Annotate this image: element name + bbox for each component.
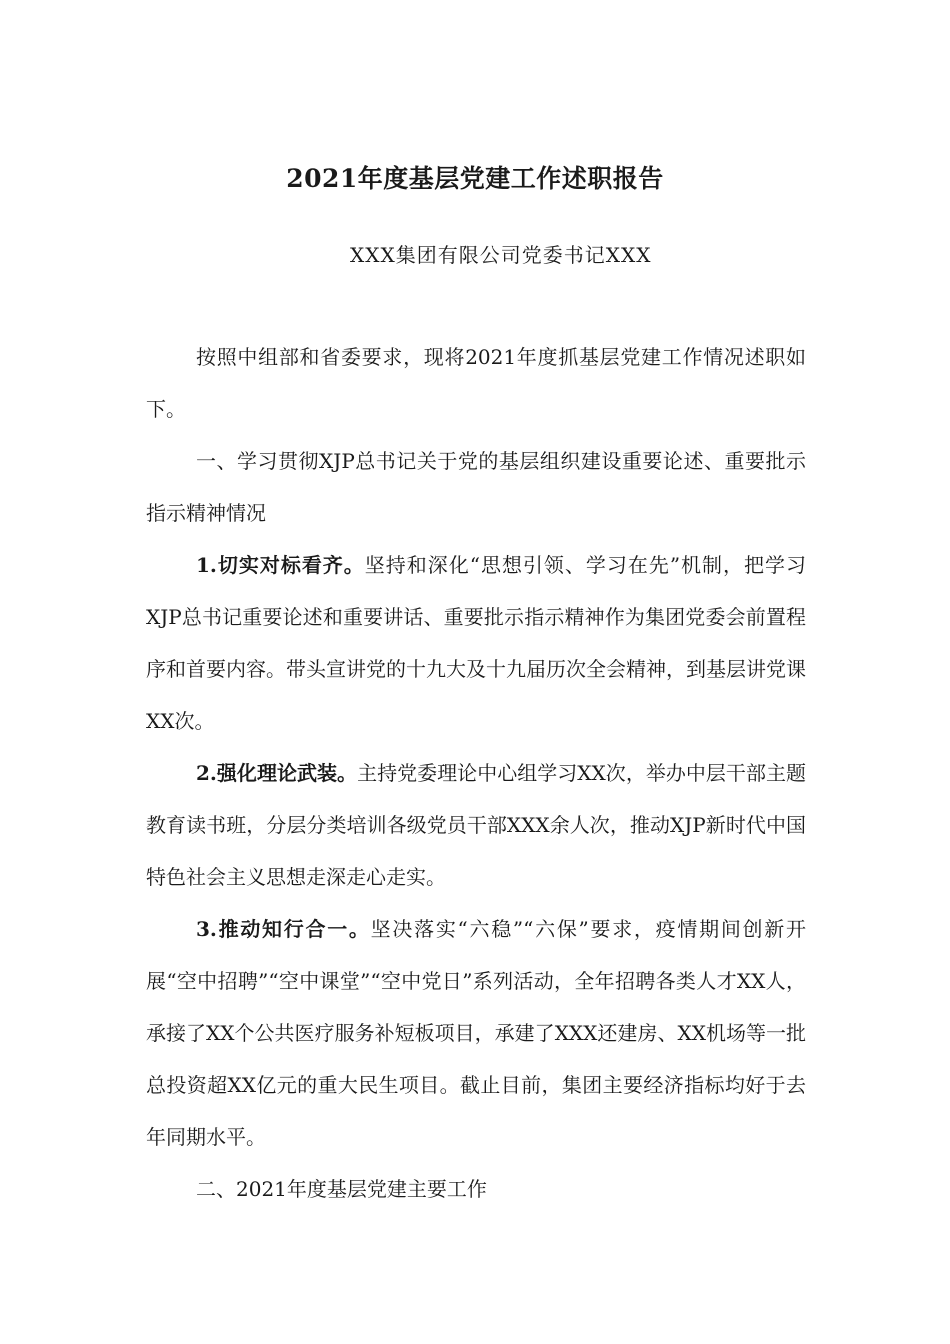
paragraph-intro	[146, 331, 806, 435]
paragraph-item-3	[146, 903, 806, 1163]
paragraph-text: 主持党委理论中心组学习XX次，举办中层干部主题教育读书班，分层分类培训各级党员干部XXX余人次，推动XJP新时代中国特色社会主义思想走深走心走实。	[146, 761, 806, 889]
paragraph-item-1	[146, 539, 806, 747]
paragraph-item-2	[146, 747, 806, 903]
document-subtitle: XXX集团有限公司党委书记XXX	[350, 243, 652, 267]
section-heading-2	[146, 1163, 806, 1215]
paragraph-text: 坚决落实“六稳”“六保”要求，疫情期间创新开展“空中招聘”“空中课堂”“空中党日”系列活动，全年招聘各类人才XX人，承接了XX个公共医疗服务补短板项目，承建了XXX还建房、XX机场等一批总投资超XX亿元的重大民生项目。截止目前，集团主要经济指标均好于去年同期水平。	[146, 917, 806, 1149]
paragraph-text: 坚持和深化“思想引领、学习在先”机制，把学习XJP总书记重要论述和重要讲话、重要批示指示精神作为集团党委会前置程序和首要内容。带头宣讲党的十九大及十九届历次全会精神，到基层讲党课XX次。	[146, 553, 806, 733]
paragraph-text: 一、学习贯彻XJP总书记关于党的基层组织建设重要论述、重要批示指示精神情况	[146, 449, 806, 525]
paragraph-text: 二、2021年度基层党建主要工作	[196, 1177, 487, 1201]
paragraph-lead: 1.切实对标看齐。	[196, 553, 365, 577]
paragraph-lead: 3.推动知行合一。	[196, 917, 371, 941]
document-body	[146, 331, 806, 1215]
paragraph-lead: 2.强化理论武装。	[196, 761, 358, 785]
document-title: 2021年度基层党建工作述职报告	[286, 164, 664, 193]
paragraph-text: 按照中组部和省委要求，现将2021年度抓基层党建工作情况述职如下。	[146, 345, 806, 421]
section-heading-1	[146, 435, 806, 539]
